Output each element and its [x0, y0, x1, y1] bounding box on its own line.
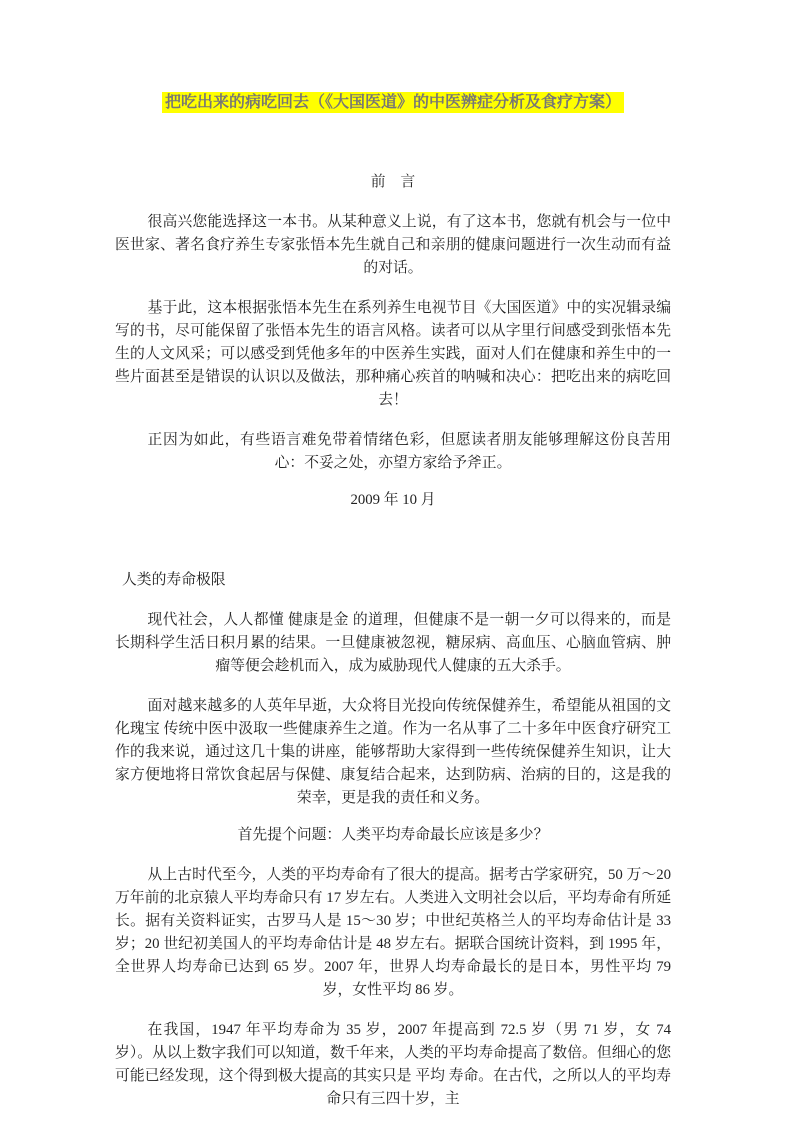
paragraph-preface-1: 很高兴您能选择这一本书。从某种意义上说，有了这本书，您就有机会与一位中医世家、著名食疗养生专家张悟本先生就自己和亲朋的健康问题进行一次生动而有益的对话。 [115, 214, 671, 276]
highlighted-title-text: 把吃出来的病吃回去（《大国医道》的中医辨症分析及食疗方案） [162, 92, 624, 113]
paragraph-section-1: 现代社会，人人都懂 健康是金 的道理，但健康不是一朝一夕可以得来的，而是长期科学生活日积月累的结果。一旦健康被忽视，糖尿病、高血压、心脑血管病、肿瘤等便会趁机而入，成为威胁现代人健康的五大杀手。 [115, 612, 671, 674]
date-line: 2009 年 10 月 [350, 492, 436, 508]
paragraph-section-4: 在我国，1947 年平均寿命为 35 岁，2007 年提高到 72.5 岁（男 71 岁，女 74 岁）。从以上数字我们可以知道，数千年来，人类的平均寿命提高了数倍。但细心的您可能已经发现，这个得到极大提高的其实只是 平均 寿命。在古代，之所以人的平均寿命只有三四十岁，主 [115, 1022, 671, 1107]
document-title [115, 88, 671, 117]
paragraph-section-3: 从上古时代至今，人类的平均寿命有了很大的提高。据考古学家研究，50 万～20 万年前的北京猿人平均寿命只有 17 岁左右。人类进入文明社会以后，平均寿命有所延长。据有关资料证实，古罗马人是 15～30 岁；中世纪英格兰人的平均寿命估计是 33 岁；20 世纪初美国人的平均寿命估计是 48 岁左右。据联合国统计资料，到 1995 年，全世界人均寿命已达到 65 岁。2007 年，世界人均寿命最长的是日本，男性平均 79 岁，女性平均 86 岁。 [115, 867, 671, 998]
paragraph-preface-2: 基于此，这本根据张悟本先生在系列养生电视节目《大国医道》中的实况辑录编写的书，尽可能保留了张悟本先生的语言风格。读者可以从字里行间感受到张悟本先生的人文风采；可以感受到凭他多年的中医养生实践，面对人们在健康和养生中的一些片面甚至是错误的认识以及做法，那种痛心疾首的呐喊和决心：把吃出来的病吃回去！ [115, 300, 671, 408]
section-heading: 人类的寿命极限 [122, 572, 226, 588]
question-line: 首先提个问题：人类平均寿命最长应该是多少？ [237, 827, 549, 843]
paragraph-section-2: 面对越来越多的人英年早逝，大众将目光投向传统保健养生，希望能从祖国的文化瑰宝 传统中医中汲取一些健康养生之道。作为一名从事了二十多年中医食疗研究工作的我来说，通过这几十集的讲座，能够帮助大家得到一些传统保健养生知识，让大家方便地将日常饮食起居与保健、康复结合起来，达到防病、治病的目的，这是我的荣幸，更是我的责任和义务。 [115, 698, 671, 806]
preface-heading: 前 言 [370, 174, 416, 190]
paragraph-preface-3: 正因为如此，有些语言难免带着情绪色彩，但愿读者朋友能够理解这份良苦用心：不妥之处，亦望方家给予斧正。 [147, 432, 671, 471]
